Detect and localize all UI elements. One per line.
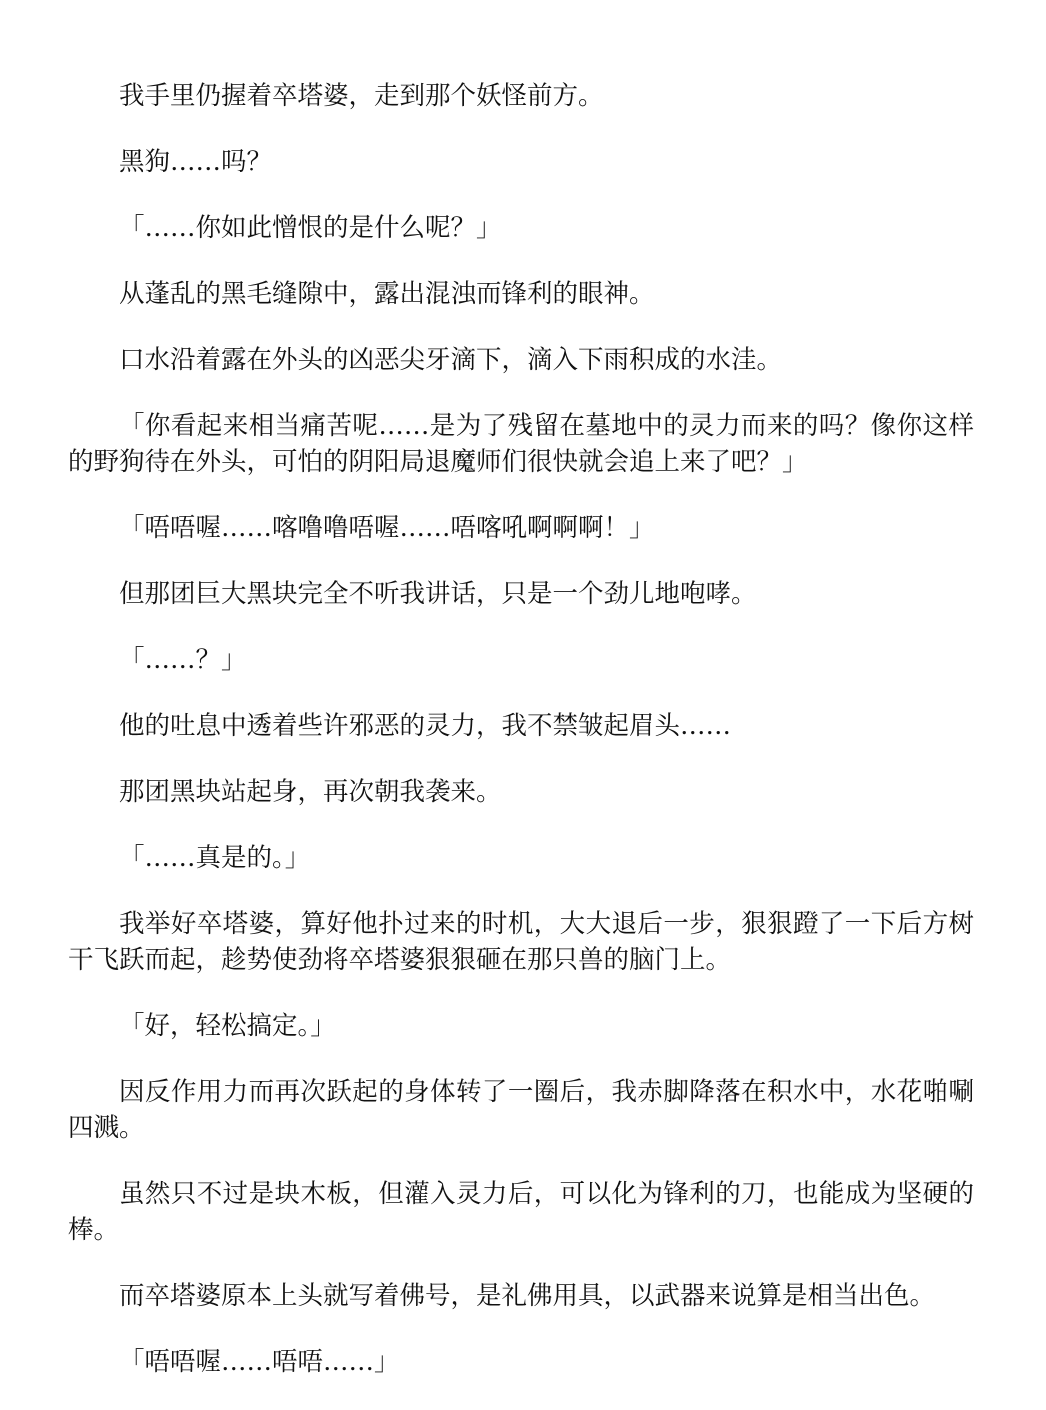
paragraph: 黑狗……吗？ [119,147,273,177]
paragraph: 我举好卒塔婆，算好他扑过来的时机，大大退后一步，狠狠蹬了一下后方树干飞跃而起，趁势使劲将卒塔婆狠狠砸在那只兽的脑门上。 [68,909,974,975]
dialogue-paragraph: 「你看起来相当痛苦呢……是为了残留在墓地中的灵力而来的吗？像你这样的野狗待在外头，可怕的阴阳局退魔师们很快就会追上来了吧？」 [68,411,974,477]
dialogue-paragraph: 「唔唔喔……唔唔……」 [119,1347,400,1377]
document-page [68,78,974,1410]
paragraph: 但那团巨大黑块完全不听我讲话，只是一个劲儿地咆哮。 [119,579,757,609]
dialogue-paragraph: 「好，轻松搞定。」 [119,1011,336,1041]
dialogue-paragraph: 「……你如此憎恨的是什么呢？」 [119,213,502,243]
paragraph: 因反作用力而再次跃起的身体转了一圈后，我赤脚降落在积水中，水花啪唰四溅。 [68,1077,974,1143]
paragraph: 口水沿着露在外头的凶恶尖牙滴下，滴入下雨积成的水洼。 [119,345,783,375]
paragraph: 他的吐息中透着些许邪恶的灵力，我不禁皱起眉头…… [119,711,732,741]
dialogue-paragraph: 「唔唔喔……喀噜噜唔喔……唔喀吼啊啊啊！」 [119,513,655,543]
paragraph: 那团黑块站起身，再次朝我袭来。 [119,777,502,807]
paragraph: 从蓬乱的黑毛缝隙中，露出混浊而锋利的眼神。 [119,279,655,309]
paragraph: 虽然只不过是块木板，但灌入灵力后，可以化为锋利的刀，也能成为坚硬的棒。 [68,1179,974,1245]
paragraph: 而卒塔婆原本上头就写着佛号，是礼佛用具，以武器来说算是相当出色。 [119,1281,936,1311]
paragraph: 我手里仍握着卒塔婆，走到那个妖怪前方。 [119,81,604,111]
dialogue-paragraph: 「……真是的。」 [119,843,311,873]
dialogue-paragraph: 「……？」 [119,645,247,675]
